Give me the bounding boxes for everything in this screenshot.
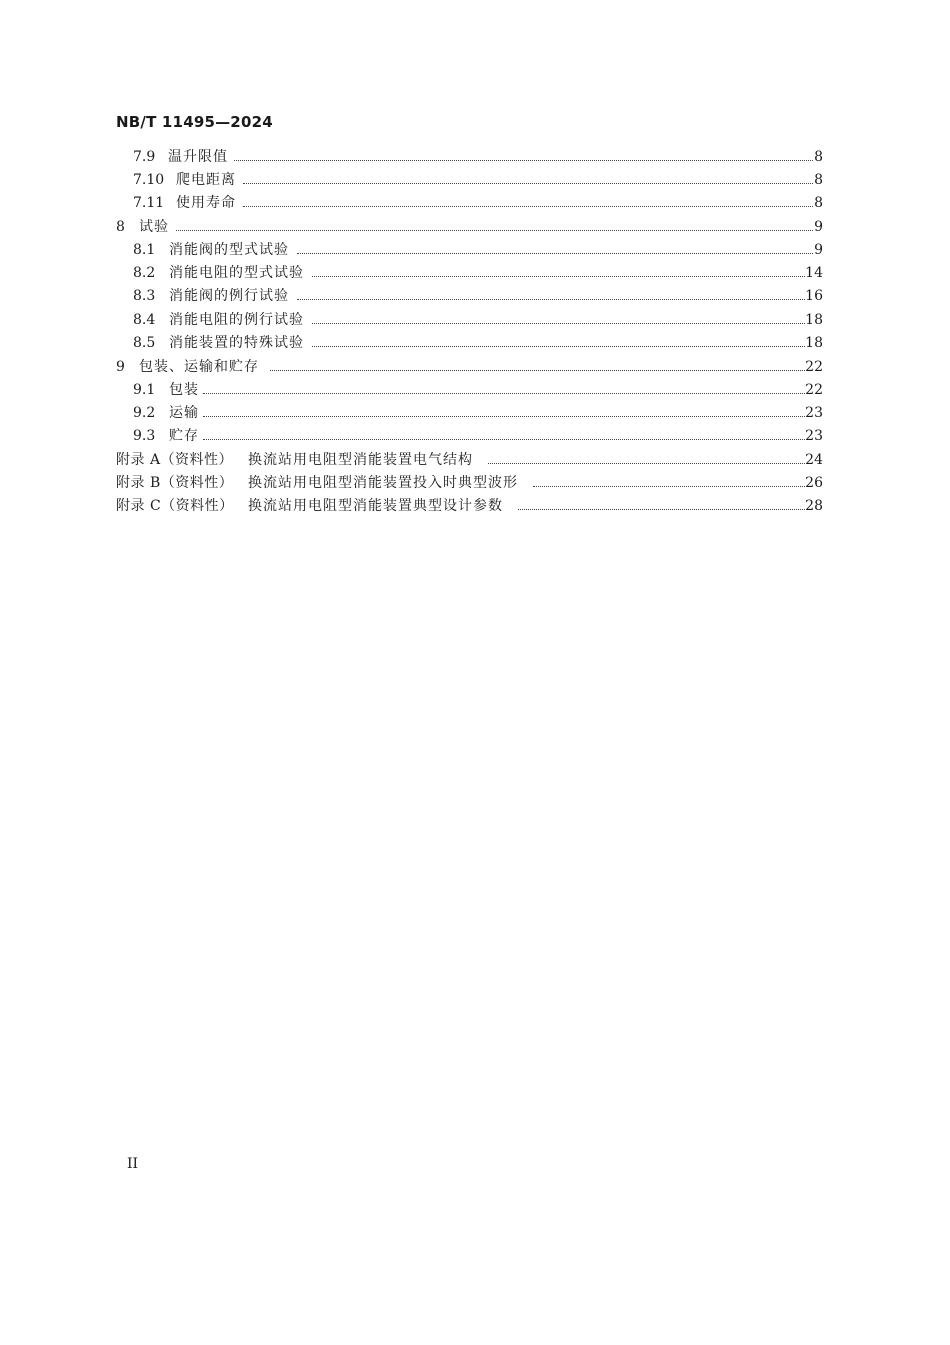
toc-entry-title: 温升限值 <box>168 149 228 165</box>
toc-entry-number: 附录 B（资料性） <box>116 475 234 491</box>
toc-entry-title: 消能阀的例行试验 <box>169 288 289 304</box>
toc-leader-dots <box>203 439 805 440</box>
toc-entry-title: 包装 <box>169 382 199 398</box>
toc-entry-number: 8.5 <box>133 335 156 351</box>
toc-entry[interactable] <box>0 262 950 284</box>
toc-entry-number: 7.11 <box>133 195 165 211</box>
toc-entry-number: 9.2 <box>133 405 156 421</box>
toc-entry-number: 9 <box>116 359 125 375</box>
toc-entry-page: 22 <box>805 359 823 375</box>
toc-entry-title: 包装、运输和贮存 <box>139 359 259 375</box>
toc-entry-number: 8.1 <box>133 242 156 258</box>
toc-entry[interactable] <box>0 356 950 378</box>
toc-entry-number: 7.10 <box>133 172 165 188</box>
toc-entry[interactable] <box>0 332 950 354</box>
toc-entry[interactable] <box>0 449 950 471</box>
toc-leader-dots <box>234 160 813 161</box>
toc-entry[interactable] <box>0 495 950 517</box>
toc-leader-dots <box>243 206 813 207</box>
document-id: NB/T 11495—2024 <box>116 113 273 131</box>
toc-entry-page: 9 <box>814 242 823 258</box>
toc-entry-number: 8.4 <box>133 312 156 328</box>
toc-entry-number: 7.9 <box>133 149 156 165</box>
toc-entry[interactable] <box>0 379 950 401</box>
toc-entry-page: 18 <box>805 312 823 328</box>
toc-entry-number: 9.3 <box>133 428 156 444</box>
toc-leader-dots <box>518 509 805 510</box>
toc-entry[interactable] <box>0 402 950 424</box>
toc-leader-dots <box>488 463 805 464</box>
toc-leader-dots <box>176 230 813 231</box>
toc-entry-title: 使用寿命 <box>176 195 236 211</box>
toc-entry-page: 14 <box>805 265 823 281</box>
toc-entry-page: 8 <box>814 172 823 188</box>
toc-entry-title: 换流站用电阻型消能装置典型设计参数 <box>248 498 503 514</box>
toc-entry-number: 8.2 <box>133 265 156 281</box>
toc-entry-title: 消能装置的特殊试验 <box>169 335 304 351</box>
toc-entry-page: 22 <box>805 382 823 398</box>
toc-entry-title: 消能阀的型式试验 <box>169 242 289 258</box>
toc-entry-page: 8 <box>814 149 823 165</box>
toc-entry-page: 9 <box>814 219 823 235</box>
toc-entry-title: 贮存 <box>169 428 199 444</box>
toc-leader-dots <box>203 416 805 417</box>
toc-entry-number: 9.1 <box>133 382 156 398</box>
toc-leader-dots <box>243 183 813 184</box>
toc-entry-page: 24 <box>805 452 823 468</box>
toc-leader-dots <box>312 276 805 277</box>
toc-entry[interactable] <box>0 425 950 447</box>
toc-entry-page: 26 <box>805 475 823 491</box>
toc-entry-page: 8 <box>814 195 823 211</box>
toc-leader-dots <box>533 486 805 487</box>
toc-entry[interactable] <box>0 192 950 214</box>
toc-entry-number: 附录 A（资料性） <box>116 452 234 468</box>
toc-entry[interactable] <box>0 169 950 191</box>
toc-entry-page: 28 <box>805 498 823 514</box>
toc-entry-title: 换流站用电阻型消能装置电气结构 <box>248 452 473 468</box>
toc-entry-title: 运输 <box>169 405 199 421</box>
toc-entry[interactable] <box>0 285 950 307</box>
toc-entry-page: 23 <box>805 428 823 444</box>
toc-entry-title: 试验 <box>139 219 169 235</box>
toc-entry-number: 附录 C（资料性） <box>116 498 234 514</box>
toc-entry[interactable] <box>0 472 950 494</box>
toc-entry-number: 8 <box>116 219 125 235</box>
toc-entry[interactable] <box>0 309 950 331</box>
toc-entry-title: 消能电阻的型式试验 <box>169 265 304 281</box>
page-number: II <box>127 1156 139 1172</box>
toc-leader-dots <box>312 346 805 347</box>
toc-leader-dots <box>270 370 805 371</box>
toc-entry-number: 8.3 <box>133 288 156 304</box>
toc-entry[interactable] <box>0 146 950 168</box>
toc-entry-title: 换流站用电阻型消能装置投入时典型波形 <box>248 475 518 491</box>
toc-leader-dots <box>297 299 805 300</box>
toc-leader-dots <box>312 323 805 324</box>
toc-entry[interactable] <box>0 239 950 261</box>
toc-leader-dots <box>297 253 813 254</box>
toc-entry-page: 23 <box>805 405 823 421</box>
toc-entry-title: 爬电距离 <box>176 172 236 188</box>
toc-leader-dots <box>203 393 805 394</box>
toc-entry-page: 16 <box>805 288 823 304</box>
toc-entry[interactable] <box>0 216 950 238</box>
toc-entry-page: 18 <box>805 335 823 351</box>
toc-entry-title: 消能电阻的例行试验 <box>169 312 304 328</box>
